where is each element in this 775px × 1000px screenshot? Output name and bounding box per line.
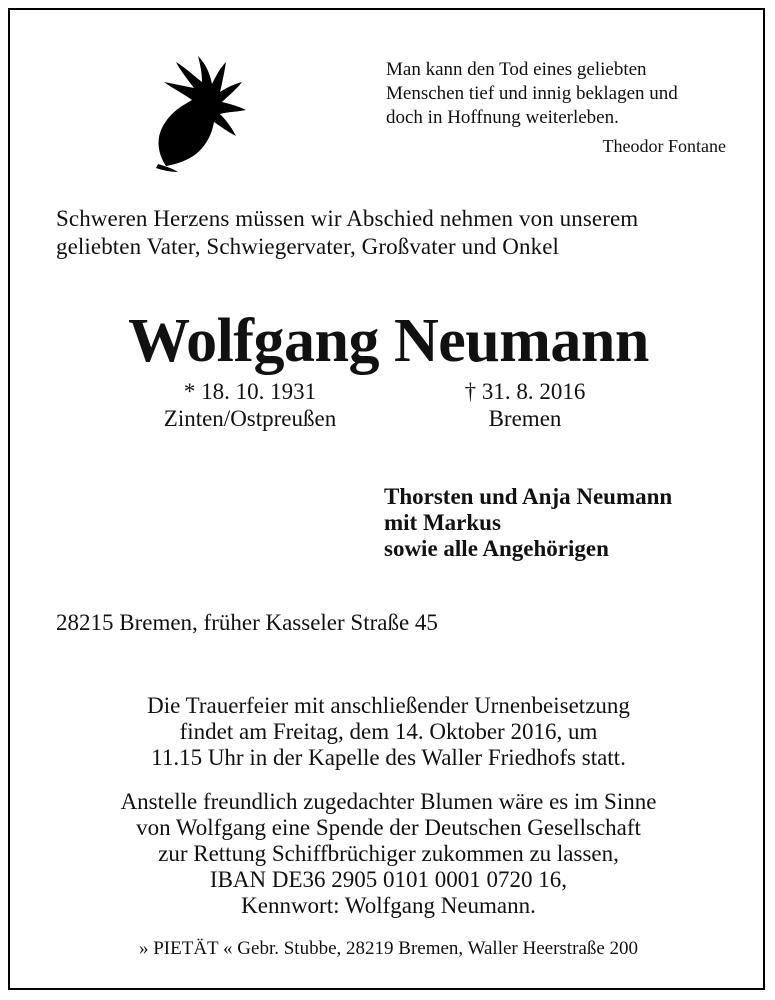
donation-info <box>10 789 767 919</box>
quote-line: doch in Hoffnung weiterleben. <box>386 107 619 128</box>
birth-place: Zinten/Ostpreußen <box>163 406 337 431</box>
family-line: Thorsten und Anja Neumann <box>384 484 673 509</box>
quote-block <box>386 58 726 158</box>
service-line: findet am Freitag, dem 14. Oktober 2016, um <box>179 719 598 744</box>
deceased-name: Wolfgang Neumann <box>128 307 649 375</box>
obituary-notice <box>8 8 765 990</box>
antler-icon <box>148 54 252 174</box>
intro-text <box>56 205 736 261</box>
quote-line: Man kann den Tod eines geliebten <box>386 59 647 80</box>
death-info <box>435 378 615 432</box>
address-line: 28215 Bremen, früher Kasseler Straße 45 <box>56 610 438 635</box>
family-line: sowie alle Angehörigen <box>384 536 609 561</box>
quote-author: Theodor Fontane <box>602 136 726 156</box>
intro-line: Schweren Herzens müssen wir Abschied nehmen von unserem <box>56 206 639 231</box>
birth-date: * 18. 10. 1931 <box>183 379 317 404</box>
donation-line: zur Rettung Schiffbrüchiger zukommen zu lassen, <box>158 841 619 866</box>
donation-line: von Wolfgang eine Spende der Deutschen Gesellschaft <box>136 815 641 840</box>
intro-line: geliebten Vater, Schwiegervater, Großvater und Onkel <box>56 234 560 259</box>
service-line: Die Trauerfeier mit anschließender Urnenbeisetzung <box>147 693 630 718</box>
family-signature <box>384 484 744 562</box>
donation-line: Kennwort: Wolfgang Neumann. <box>241 893 536 918</box>
service-info <box>10 693 767 771</box>
funeral-home-footer: » PIETÄT « Gebr. Stubbe, 28219 Bremen, Waller Heerstraße 200 <box>138 938 639 959</box>
death-place: Bremen <box>488 406 562 431</box>
service-line: 11.15 Uhr in der Kapelle des Waller Friedhofs statt. <box>151 745 626 770</box>
quote-line: Menschen tief und innig beklagen und <box>386 83 678 104</box>
family-line: mit Markus <box>384 510 501 535</box>
donation-line: Anstelle freundlich zugedachter Blumen wäre es im Sinne <box>120 789 657 814</box>
donation-line: IBAN DE36 2905 0101 0001 0720 16, <box>209 867 568 892</box>
birth-info <box>140 378 360 432</box>
death-date: † 31. 8. 2016 <box>464 379 586 404</box>
